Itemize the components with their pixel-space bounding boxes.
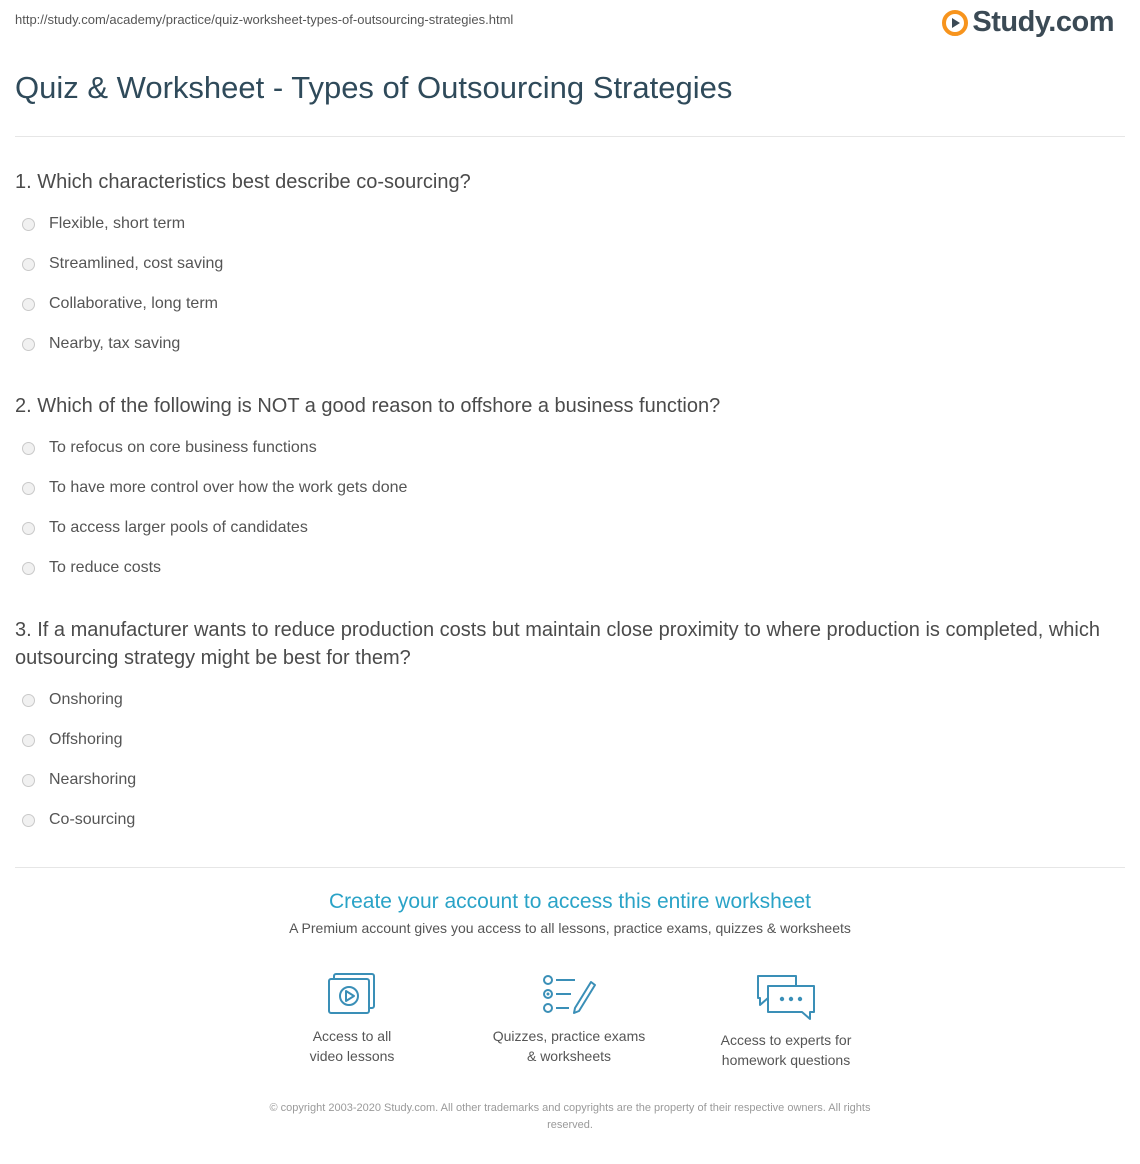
feature-label-line2: video lessons [309, 1048, 395, 1064]
option-label: To have more control over how the work gets done [49, 479, 408, 496]
radio-button[interactable] [22, 338, 35, 351]
feature-label-line2: & worksheets [526, 1048, 612, 1064]
question-2-text: 2. Which of the following is NOT a good reason to offshore a business function? [15, 395, 721, 417]
option-label: Nearby, tax saving [49, 335, 181, 352]
radio-button[interactable] [22, 734, 35, 747]
question-1-options [22, 204, 223, 364]
radio-button[interactable] [22, 814, 35, 827]
page-url: http://study.com/academy/practice/quiz-worksheet-types-of-outsourcing-strategies.html [15, 12, 514, 27]
question-2-option-c[interactable] [22, 508, 407, 548]
play-circle-logo-icon [942, 10, 968, 36]
chat-bubbles-icon [754, 972, 818, 1022]
option-label: Flexible, short term [49, 215, 186, 232]
feature-quizzes [469, 972, 669, 1066]
divider [15, 867, 1125, 868]
radio-button[interactable] [22, 482, 35, 495]
question-3-text: 3. If a manufacturer wants to reduce production costs but maintain close proximity to where production is completed, which outsourcing strategy might be best for them? [15, 619, 1100, 669]
question-3-option-a[interactable] [22, 680, 136, 720]
option-label: Collaborative, long term [49, 295, 218, 312]
question-1-text: 1. Which characteristics best describe co-sourcing? [15, 171, 471, 193]
radio-button[interactable] [22, 774, 35, 787]
quiz-list-icon [541, 972, 597, 1018]
copyright-line1: © copyright 2003-2020 Study.com. All other trademarks and copyrights are the property of their respective owners. All rights [269, 1102, 871, 1114]
question-1-option-d[interactable] [22, 324, 223, 364]
radio-button[interactable] [22, 562, 35, 575]
option-label: Streamlined, cost saving [49, 255, 224, 272]
question-3-option-b[interactable] [22, 720, 136, 760]
option-label: To refocus on core business functions [49, 439, 317, 456]
option-label: To access larger pools of candidates [49, 519, 308, 536]
question-2-option-b[interactable] [22, 468, 407, 508]
radio-button[interactable] [22, 298, 35, 311]
copyright-line2: reserved. [547, 1119, 593, 1131]
feature-video-lessons [252, 972, 452, 1066]
feature-label-line2: homework questions [721, 1052, 851, 1068]
question-1-option-b[interactable] [22, 244, 223, 284]
question-3-options [22, 680, 136, 840]
question-1-option-c[interactable] [22, 284, 223, 324]
premium-description: A Premium account gives you access to all lessons, practice exams, quizzes & worksheets [289, 920, 851, 936]
question-2-option-d[interactable] [22, 548, 407, 588]
divider [15, 136, 1125, 137]
option-label: Offshoring [49, 731, 123, 748]
study-com-logo[interactable] [942, 6, 1114, 39]
radio-button[interactable] [22, 522, 35, 535]
video-lessons-icon [326, 972, 378, 1018]
question-3-option-c[interactable] [22, 760, 136, 800]
radio-button[interactable] [22, 258, 35, 271]
feature-label-line1: Access to all [312, 1028, 392, 1044]
option-label: Onshoring [49, 691, 123, 708]
page-title: Quiz & Worksheet - Types of Outsourcing Strategies [15, 70, 733, 105]
question-3-option-d[interactable] [22, 800, 136, 840]
option-label: Co-sourcing [49, 811, 136, 828]
option-label: Nearshoring [49, 771, 137, 788]
create-account-link[interactable]: Create your account to access this entire worksheet [328, 890, 812, 913]
radio-button[interactable] [22, 694, 35, 707]
copyright-footer [210, 1100, 930, 1134]
radio-button[interactable] [22, 442, 35, 455]
question-1-option-a[interactable] [22, 204, 223, 244]
logo-text: Study.com [972, 6, 1114, 38]
question-2-options [22, 428, 407, 588]
question-2-option-a[interactable] [22, 428, 407, 468]
feature-label-line1: Access to experts for [720, 1032, 852, 1048]
option-label: To reduce costs [49, 559, 162, 576]
radio-button[interactable] [22, 218, 35, 231]
feature-experts [686, 972, 886, 1070]
feature-label-line1: Quizzes, practice exams [492, 1028, 646, 1044]
